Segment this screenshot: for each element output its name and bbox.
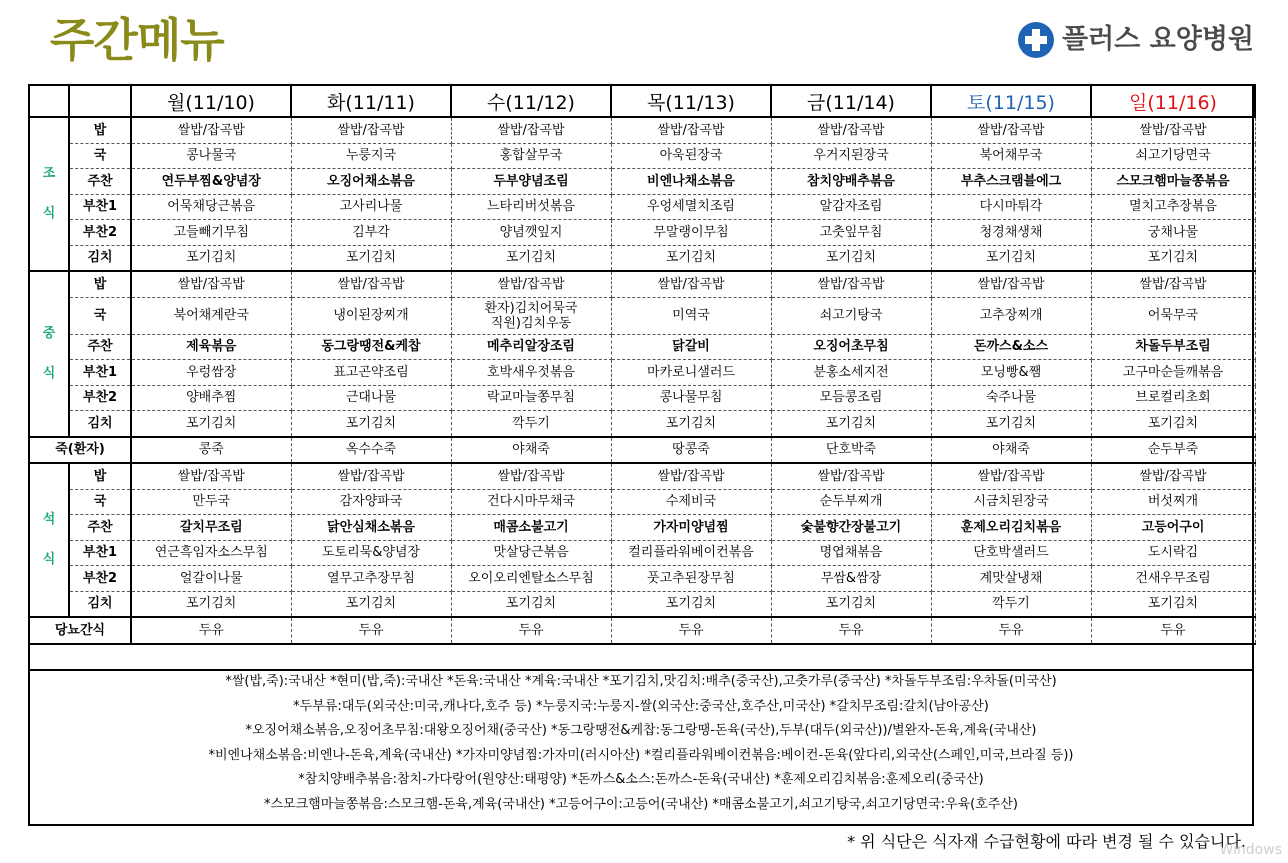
menu-cell: 멸치고추장볶음 bbox=[1091, 194, 1255, 220]
menu-cell: 고춧잎무침 bbox=[771, 220, 931, 246]
table-frame bbox=[28, 84, 1254, 826]
category-label: 국 bbox=[69, 297, 131, 334]
category-label: 밥 bbox=[69, 463, 131, 489]
menu-cell: 풋고추된장무침 bbox=[611, 566, 771, 592]
category-label: 김치 bbox=[69, 411, 131, 437]
menu-cell: 모듬콩조림 bbox=[771, 385, 931, 411]
menu-cell: 포기김치 bbox=[931, 245, 1091, 271]
day-header: 월(11/10) bbox=[131, 85, 291, 117]
origin-note-line: *참치양배추볶음:참치-가다랑어(원양산:태평양) *돈까스&소스:돈까스-돈육(국내산) *훈제오리김치볶음:훈제오리(중국산) bbox=[298, 772, 984, 787]
menu-cell: 누룽지국 bbox=[291, 143, 451, 169]
menu-cell: 메추리알장조림 bbox=[451, 334, 611, 360]
menu-cell: 브로컬리초회 bbox=[1091, 385, 1255, 411]
plus-cross-icon bbox=[1018, 22, 1054, 58]
menu-cell: 쌀밥/잡곡밥 bbox=[611, 117, 771, 143]
day-header-sunday: 일(11/16) bbox=[1091, 85, 1255, 117]
menu-cell: 두유 bbox=[1091, 617, 1255, 644]
menu-cell: 쌀밥/잡곡밥 bbox=[131, 463, 291, 489]
menu-cell: 얼갈이나물 bbox=[131, 566, 291, 592]
menu-cell: 북어채계란국 bbox=[131, 297, 291, 334]
menu-cell: 비엔나채소볶음 bbox=[611, 169, 771, 195]
menu-cell: 쌀밥/잡곡밥 bbox=[611, 463, 771, 489]
menu-cell: 부추스크램블에그 bbox=[931, 169, 1091, 195]
menu-cell: 쌀밥/잡곡밥 bbox=[931, 271, 1091, 297]
menu-cell: 두유 bbox=[931, 617, 1091, 644]
day-header-saturday: 토(11/15) bbox=[931, 85, 1091, 117]
menu-cell: 쌀밥/잡곡밥 bbox=[1091, 117, 1255, 143]
menu-cell: 포기김치 bbox=[611, 591, 771, 617]
menu-cell: 연근흑임자소스무침 bbox=[131, 540, 291, 566]
menu-cell: 포기김치 bbox=[291, 591, 451, 617]
menu-cell: 쌀밥/잡곡밥 bbox=[451, 463, 611, 489]
menu-cell: 갈치무조림 bbox=[131, 515, 291, 541]
menu-item: 환자)김치어묵국 bbox=[484, 300, 578, 316]
menu-cell: 연두부찜&양념장 bbox=[131, 169, 291, 195]
menu-cell: 콩나물무침 bbox=[611, 385, 771, 411]
menu-cell: 쌀밥/잡곡밥 bbox=[451, 117, 611, 143]
category-label: 부찬2 bbox=[69, 220, 131, 246]
menu-cell: 표고곤약조림 bbox=[291, 360, 451, 386]
meal-label-char: 조 bbox=[42, 166, 56, 181]
menu-cell: 궁채나물 bbox=[1091, 220, 1255, 246]
menu-cell: 닭갈비 bbox=[611, 334, 771, 360]
menu-cell: 포기김치 bbox=[1091, 411, 1255, 437]
origin-note-line: *비엔나채소볶음:비엔나-돈육,계육(국내산) *가자미양념찜:가자미(러시아산) *컬리플라워베이컨볶음:베이컨-돈육(앞다리,외국산(스페인,미국,브라질 등)) bbox=[208, 747, 1074, 763]
menu-cell: 숯불향간장불고기 bbox=[771, 515, 931, 541]
menu-cell: 옥수수죽 bbox=[291, 437, 451, 464]
menu-cell: 어묵채당근볶음 bbox=[131, 194, 291, 220]
menu-cell: 두유 bbox=[131, 617, 291, 644]
menu-cell: 포기김치 bbox=[611, 245, 771, 271]
menu-cell: 스모크햄마늘쫑볶음 bbox=[1091, 169, 1255, 195]
menu-cell: 컬리플라워베이컨볶음 bbox=[611, 540, 771, 566]
meal-label-char: 식 bbox=[42, 552, 56, 567]
category-label: 밥 bbox=[69, 271, 131, 297]
menu-cell: 포기김치 bbox=[1091, 591, 1255, 617]
category-label: 주찬 bbox=[69, 334, 131, 360]
menu-cell: 우렁쌈장 bbox=[131, 360, 291, 386]
menu-cell: 느타리버섯볶음 bbox=[451, 194, 611, 220]
menu-cell: 오징어초무침 bbox=[771, 334, 931, 360]
menu-cell: 청경채생채 bbox=[931, 220, 1091, 246]
menu-cell: 포기김치 bbox=[451, 591, 611, 617]
menu-cell: 야채죽 bbox=[931, 437, 1091, 464]
menu-cell: 두유 bbox=[451, 617, 611, 644]
category-label: 밥 bbox=[69, 117, 131, 143]
category-label: 부찬1 bbox=[69, 194, 131, 220]
menu-cell: 버섯찌개 bbox=[1091, 489, 1255, 515]
origin-note-line: *두부류:대두(외국산:미국,캐나다,호주 등) *누룽지국:누룽지-쌀(외국산:중국산,호주산,미국산) *갈치무조림:갈치(남아공산) bbox=[293, 698, 989, 714]
menu-cell: 순두부죽 bbox=[1091, 437, 1255, 464]
menu-cell: 두유 bbox=[771, 617, 931, 644]
menu-cell: 쌀밥/잡곡밥 bbox=[771, 271, 931, 297]
menu-cell: 무말랭이무침 bbox=[611, 220, 771, 246]
menu-cell: 단호박죽 bbox=[771, 437, 931, 464]
menu-cell: 알감자조림 bbox=[771, 194, 931, 220]
category-label: 부찬2 bbox=[69, 385, 131, 411]
menu-cell: 콩나물국 bbox=[131, 143, 291, 169]
category-label: 죽(환자) bbox=[29, 437, 131, 464]
menu-cell: 깍두기 bbox=[451, 411, 611, 437]
menu-cell: 미역국 bbox=[611, 297, 771, 334]
menu-cell: 쌀밥/잡곡밥 bbox=[1091, 463, 1255, 489]
menu-cell: 양념깻잎지 bbox=[451, 220, 611, 246]
category-label: 주찬 bbox=[69, 515, 131, 541]
menu-cell: 계맛살냉채 bbox=[931, 566, 1091, 592]
menu-cell: 분홍소세지전 bbox=[771, 360, 931, 386]
menu-cell: 포기김치 bbox=[1091, 245, 1255, 271]
menu-cell: 쇠고기당면국 bbox=[1091, 143, 1255, 169]
menu-cell: 마카로니샐러드 bbox=[611, 360, 771, 386]
meal-label-char: 석 bbox=[42, 512, 56, 527]
menu-cell: 쌀밥/잡곡밥 bbox=[771, 117, 931, 143]
menu-cell: 감자양파국 bbox=[291, 489, 451, 515]
category-label: 당뇨간식 bbox=[29, 617, 131, 644]
menu-cell: 북어채무국 bbox=[931, 143, 1091, 169]
menu-cell: 포기김치 bbox=[931, 411, 1091, 437]
menu-cell: 도시락김 bbox=[1091, 540, 1255, 566]
menu-cell: 아욱된장국 bbox=[611, 143, 771, 169]
menu-cell: 우거지된장국 bbox=[771, 143, 931, 169]
menu-cell: 포기김치 bbox=[291, 245, 451, 271]
meal-label-char: 중 bbox=[42, 325, 56, 341]
menu-cell: 포기김치 bbox=[131, 591, 291, 617]
category-label: 김치 bbox=[69, 591, 131, 617]
menu-cell: 명엽채볶음 bbox=[771, 540, 931, 566]
category-label: 국 bbox=[69, 143, 131, 169]
windows-watermark: Windows bbox=[1219, 842, 1282, 858]
menu-cell: 쌀밥/잡곡밥 bbox=[131, 271, 291, 297]
menu-cell: 호박새우젓볶음 bbox=[451, 360, 611, 386]
menu-cell: 포기김치 bbox=[131, 245, 291, 271]
menu-cell: 포기김치 bbox=[291, 411, 451, 437]
day-header: 목(11/13) bbox=[611, 85, 771, 117]
menu-cell: 쌀밥/잡곡밥 bbox=[931, 117, 1091, 143]
menu-cell: 김부각 bbox=[291, 220, 451, 246]
menu-cell: 두부양념조림 bbox=[451, 169, 611, 195]
menu-cell: 깍두기 bbox=[931, 591, 1091, 617]
hospital-logo bbox=[1018, 20, 1254, 60]
menu-cell: 포기김치 bbox=[131, 411, 291, 437]
menu-cell: 쌀밥/잡곡밥 bbox=[291, 271, 451, 297]
footer-disclaimer: * 위 식단은 식자재 수급현황에 따라 변경 될 수 있습니다. bbox=[847, 832, 1246, 851]
category-label: 부찬1 bbox=[69, 360, 131, 386]
menu-cell: 두유 bbox=[611, 617, 771, 644]
category-label: 김치 bbox=[69, 245, 131, 271]
day-header: 화(11/11) bbox=[291, 85, 451, 117]
menu-cell: 훈제오리김치볶음 bbox=[931, 515, 1091, 541]
meal-label-char: 식 bbox=[42, 206, 56, 221]
category-label: 국 bbox=[69, 489, 131, 515]
menu-cell: 우엉세멸치조림 bbox=[611, 194, 771, 220]
menu-cell: 열무고추장무침 bbox=[291, 566, 451, 592]
menu-cell: 쇠고기탕국 bbox=[771, 297, 931, 334]
menu-cell: 고사리나물 bbox=[291, 194, 451, 220]
menu-cell: 콩죽 bbox=[131, 437, 291, 464]
menu-cell: 쌀밥/잡곡밥 bbox=[291, 463, 451, 489]
day-header: 금(11/14) bbox=[771, 85, 931, 117]
menu-item: 직원)김치우동 bbox=[490, 315, 572, 331]
menu-cell: 냉이된장찌개 bbox=[291, 297, 451, 334]
origin-note-line: *오징어채소볶음,오징어초무침:대왕오징어채(중국산) *동그랑땡전&케찹:동그랑땡-돈육(국산),두부(대두(외국산))/별완자-돈육,계육(국내산) bbox=[245, 723, 1037, 738]
menu-cell: 쌀밥/잡곡밥 bbox=[291, 117, 451, 143]
menu-cell: 땅콩죽 bbox=[611, 437, 771, 464]
menu-cell: 양배추찜 bbox=[131, 385, 291, 411]
menu-cell: 건새우무조림 bbox=[1091, 566, 1255, 592]
menu-cell: 동그랑땡전&케찹 bbox=[291, 334, 451, 360]
menu-cell: 닭안심채소볶음 bbox=[291, 515, 451, 541]
day-header: 수(11/12) bbox=[451, 85, 611, 117]
menu-cell: 고등어구이 bbox=[1091, 515, 1255, 541]
menu-cell: 포기김치 bbox=[771, 591, 931, 617]
menu-cell: 제육볶음 bbox=[131, 334, 291, 360]
menu-cell: 매콤소불고기 bbox=[451, 515, 611, 541]
menu-cell: 포기김치 bbox=[771, 245, 931, 271]
meal-label-char: 식 bbox=[42, 365, 56, 381]
menu-cell: 어묵무국 bbox=[1091, 297, 1255, 334]
menu-cell: 숙주나물 bbox=[931, 385, 1091, 411]
menu-cell: 오징어채소볶음 bbox=[291, 169, 451, 195]
menu-cell: 고구마순들깨볶음 bbox=[1091, 360, 1255, 386]
menu-cell: 오이오리엔탈소스무침 bbox=[451, 566, 611, 592]
menu-cell: 야채죽 bbox=[451, 437, 611, 464]
menu-cell: 다시마튀각 bbox=[931, 194, 1091, 220]
origin-note-line: *스모크햄마늘쫑볶음:스모크햄-돈육,계육(국내산) *고등어구이:고등어(국내산) *매콤소불고기,쇠고기탕국,쇠고기당면국:우육(호주산) bbox=[264, 796, 1018, 812]
menu-cell: 모닝빵&쨈 bbox=[931, 360, 1091, 386]
menu-cell: 만두국 bbox=[131, 489, 291, 515]
menu-cell: 두유 bbox=[291, 617, 451, 644]
menu-cell: 쌀밥/잡곡밥 bbox=[131, 117, 291, 143]
menu-cell: 참치양배추볶음 bbox=[771, 169, 931, 195]
menu-cell: 차돌두부조림 bbox=[1091, 334, 1255, 360]
menu-cell: 무쌈&쌈장 bbox=[771, 566, 931, 592]
menu-cell: 고들빼기무침 bbox=[131, 220, 291, 246]
menu-cell: 쌀밥/잡곡밥 bbox=[771, 463, 931, 489]
menu-cell: 쌀밥/잡곡밥 bbox=[451, 271, 611, 297]
menu-cell: 포기김치 bbox=[611, 411, 771, 437]
menu-cell: 고추장찌개 bbox=[931, 297, 1091, 334]
category-label: 부찬2 bbox=[69, 566, 131, 592]
menu-cell: 시금치된장국 bbox=[931, 489, 1091, 515]
page-title: 주간메뉴 bbox=[50, 13, 224, 67]
menu-cell: 포기김치 bbox=[771, 411, 931, 437]
menu-cell: 돈까스&소스 bbox=[931, 334, 1091, 360]
hospital-name: 플러스 요양병원 bbox=[1062, 24, 1254, 55]
category-label: 주찬 bbox=[69, 169, 131, 195]
menu-cell: 근대나물 bbox=[291, 385, 451, 411]
menu-cell: 포기김치 bbox=[451, 245, 611, 271]
menu-cell: 건다시마무채국 bbox=[451, 489, 611, 515]
menu-cell: 가자미양념찜 bbox=[611, 515, 771, 541]
menu-cell: 도토리묵&양념장 bbox=[291, 540, 451, 566]
menu-cell: 단호박샐러드 bbox=[931, 540, 1091, 566]
menu-cell: 맛살당근볶음 bbox=[451, 540, 611, 566]
category-label: 부찬1 bbox=[69, 540, 131, 566]
origin-note-line: *쌀(밥,죽):국내산 *현미(밥,죽):국내산 *돈육:국내산 *계육:국내산 *포기김치,맛김치:배추(중국산),고춧가루(중국산) *차돌두부조림:우차돌(미국산) bbox=[225, 674, 1057, 689]
menu-cell: 쌀밥/잡곡밥 bbox=[1091, 271, 1255, 297]
menu-cell: 순두부찌개 bbox=[771, 489, 931, 515]
menu-cell: 쌀밥/잡곡밥 bbox=[611, 271, 771, 297]
menu-cell: 락교마늘쫑무침 bbox=[451, 385, 611, 411]
menu-cell: 쌀밥/잡곡밥 bbox=[931, 463, 1091, 489]
menu-cell: 수제비국 bbox=[611, 489, 771, 515]
menu-cell: 홍합살무국 bbox=[451, 143, 611, 169]
